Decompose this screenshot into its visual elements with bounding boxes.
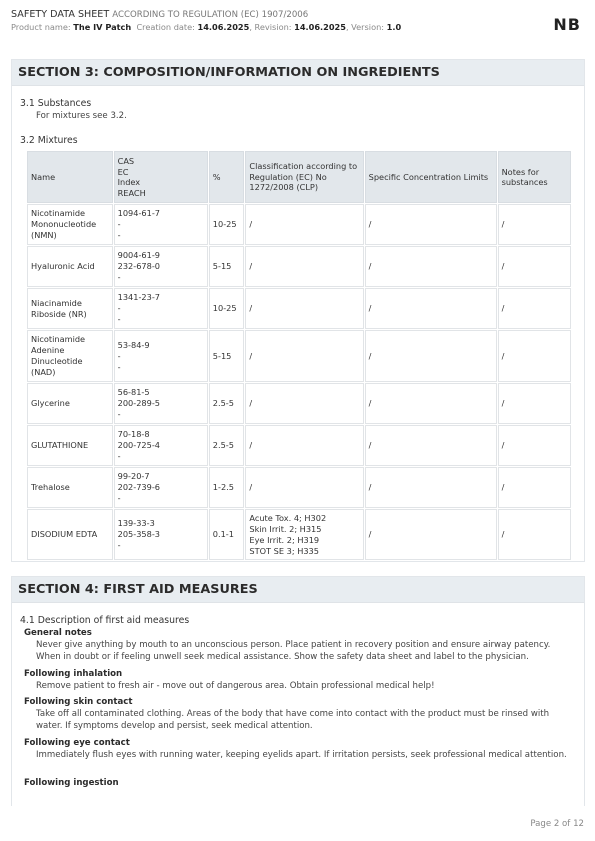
- ingredient-ids: [114, 425, 208, 466]
- ec-number: 205-358-3: [117, 529, 160, 539]
- specific-limits: /: [365, 383, 497, 424]
- ec-number: -: [117, 350, 121, 361]
- product-name: The IV Patch: [73, 22, 132, 32]
- ec-number: 232-678-0: [117, 261, 160, 271]
- eye-contact-label: Following eye contact: [24, 738, 130, 748]
- col-specific-limits: Specific Concentration Limits: [365, 151, 497, 203]
- classification: /: [245, 288, 363, 329]
- ec-number: 202-739-6: [117, 482, 160, 492]
- index-number: -: [117, 493, 121, 503]
- specific-limits: /: [365, 467, 497, 508]
- index-number: -: [117, 314, 121, 324]
- classification: /: [245, 330, 363, 382]
- ingestion-label: Following ingestion: [24, 778, 119, 788]
- version-number: 1.0: [386, 22, 402, 32]
- revision-date: 14.06.2025: [294, 22, 346, 32]
- page-number: Page 2 of 12: [530, 819, 584, 829]
- concentration: 0.1-1: [209, 509, 245, 560]
- section-4: [11, 576, 585, 806]
- general-notes-text: Never give anything by mouth to an unconscious person. Place patient in recovery position and ensure airway patency. When in doubt or if feeling unwell seek medical assistance. Show the safety data sheet and label to the physician.: [36, 640, 551, 662]
- notes: /: [498, 425, 571, 466]
- ingredient-name: Trehalose: [27, 467, 113, 508]
- cas-number: 70-18-8: [117, 429, 150, 439]
- notes: /: [498, 288, 571, 329]
- concentration: 10-25: [209, 204, 245, 245]
- table-row: [27, 425, 571, 466]
- eye-contact-text: Immediately flush eyes with running water, keeping eyelids apart. If irritation persists, seek professional medical attention.: [36, 750, 567, 760]
- notes: /: [498, 246, 571, 287]
- ingredient-name: Hyaluronic Acid: [27, 246, 113, 287]
- classification: [245, 509, 363, 560]
- notes: /: [498, 330, 571, 382]
- notes: /: [498, 383, 571, 424]
- inhalation-label: Following inhalation: [24, 669, 123, 679]
- concentration: 2.5-5: [209, 383, 245, 424]
- creation-date: 14.06.2025: [197, 22, 250, 32]
- section-3-title: SECTION 3: COMPOSITION/INFORMATION ON INGREDIENTS: [12, 60, 584, 86]
- index-number: -: [117, 272, 121, 282]
- cas-number: 1094-61-7: [117, 208, 160, 218]
- classification: /: [245, 204, 363, 245]
- ingredient-ids: [114, 204, 208, 245]
- skin-contact-text: Take off all contaminated clothing. Areas of the body that have come into contact with the product must be rinsed with water. If symptoms develop and persist, seek medical attention.: [36, 709, 550, 731]
- concentration: 2.5-5: [209, 425, 245, 466]
- version-label: Version:: [351, 22, 385, 32]
- col-ec: EC: [117, 166, 129, 177]
- hazard-class: Eye Irrit. 2; H319: [249, 534, 320, 545]
- hazard-class: STOT SE 3; H335: [249, 545, 319, 556]
- notes: /: [498, 204, 571, 245]
- document-meta: Product name: The IV Patch Creation date: 14.06.2025, Revision: 14.06.2025, Version: 1.0: [11, 22, 402, 32]
- classification: /: [245, 383, 363, 424]
- first-aid-description-heading: 4.1 Description of first aid measures: [20, 615, 190, 626]
- col-percent: %: [209, 151, 245, 203]
- specific-limits: /: [365, 330, 497, 382]
- ec-number: 200-289-5: [117, 398, 160, 408]
- ingredient-ids: [114, 246, 208, 287]
- cas-number: 139-33-3: [117, 518, 155, 528]
- ingredient-ids: [114, 330, 208, 382]
- table-row: [27, 383, 571, 424]
- table-row: [27, 509, 571, 560]
- substances-text: For mixtures see 3.2.: [36, 111, 127, 121]
- table-row: [27, 467, 571, 508]
- ingredient-name: Niacinamide Riboside (NR): [27, 288, 113, 329]
- skin-contact-label: Following skin contact: [24, 697, 133, 707]
- section-4-title: SECTION 4: FIRST AID MEASURES: [12, 577, 584, 603]
- inhalation-text: Remove patient to fresh air - move out of dangerous area. Obtain professional medical help!: [36, 681, 435, 691]
- index-number: -: [117, 409, 121, 419]
- ingredient-ids: [114, 509, 208, 560]
- ingredient-ids: [114, 288, 208, 329]
- cas-number: 9004-61-9: [117, 250, 160, 260]
- ingredient-name: GLUTATHIONE: [27, 425, 113, 466]
- index-number: -: [117, 230, 121, 240]
- table-row: [27, 330, 571, 382]
- cas-number: 99-20-7: [117, 471, 150, 481]
- notes: /: [498, 467, 571, 508]
- company-logo: NB: [553, 15, 581, 34]
- index-number: -: [117, 361, 121, 372]
- hazard-class: Acute Tox. 4; H302: [249, 512, 327, 523]
- notes: /: [498, 509, 571, 560]
- col-index: Index: [117, 177, 141, 187]
- concentration: 5-15: [209, 246, 245, 287]
- index-number: -: [117, 451, 121, 461]
- concentration: 1-2.5: [209, 467, 245, 508]
- col-notes: Notes for substances: [498, 151, 571, 203]
- creation-date-label: Creation date:: [136, 22, 195, 32]
- ingredient-name: Glycerine: [27, 383, 113, 424]
- cas-number: 1341-23-7: [117, 292, 160, 302]
- table-row: [27, 288, 571, 329]
- ec-number: 200-725-4: [117, 440, 160, 450]
- sds-regulation: ACCORDING TO REGULATION (EC) 1907/2006: [112, 10, 309, 20]
- specific-limits: /: [365, 425, 497, 466]
- ec-number: -: [117, 303, 121, 313]
- revision-label: Revision:: [254, 22, 292, 32]
- general-notes-label: General notes: [24, 628, 92, 638]
- specific-limits: /: [365, 204, 497, 245]
- specific-limits: /: [365, 288, 497, 329]
- ingredient-name: DISODIUM EDTA: [27, 509, 113, 560]
- mixtures-heading: 3.2 Mixtures: [20, 135, 78, 146]
- index-number: -: [117, 540, 121, 550]
- col-classification: Classification according to Regulation (EC) No 1272/2008 (CLP): [245, 151, 363, 203]
- sds-title: SAFETY DATA SHEET: [11, 9, 110, 20]
- col-cas: CAS: [117, 156, 135, 166]
- document-title: [11, 9, 585, 21]
- hazard-class: Skin Irrit. 2; H315: [249, 523, 322, 534]
- ec-number: -: [117, 219, 121, 229]
- classification: /: [245, 246, 363, 287]
- col-identifiers: [114, 151, 208, 203]
- concentration: 5-15: [209, 330, 245, 382]
- table-header-row: [27, 151, 571, 203]
- cas-number: 56-81-5: [117, 387, 150, 397]
- col-name: Name: [27, 151, 113, 203]
- classification: /: [245, 425, 363, 466]
- ingredient-name: Nicotinamide Mononucleotide (NMN): [27, 204, 113, 245]
- section-3: [11, 59, 585, 562]
- substances-heading: 3.1 Substances: [20, 98, 92, 109]
- ingredient-ids: [114, 467, 208, 508]
- ingredient-ids: [114, 383, 208, 424]
- product-name-label: Product name:: [11, 22, 71, 32]
- classification: /: [245, 467, 363, 508]
- concentration: 10-25: [209, 288, 245, 329]
- page-header: [11, 9, 585, 41]
- col-reach: REACH: [117, 187, 146, 198]
- table-row: [27, 204, 571, 245]
- table-row: [27, 246, 571, 287]
- cas-number: 53-84-9: [117, 339, 150, 350]
- ingredient-name: Nicotinamide Adenine Dinucleotide (NAD): [27, 330, 113, 382]
- specific-limits: /: [365, 246, 497, 287]
- specific-limits: /: [365, 509, 497, 560]
- ingredients-table: [26, 150, 572, 561]
